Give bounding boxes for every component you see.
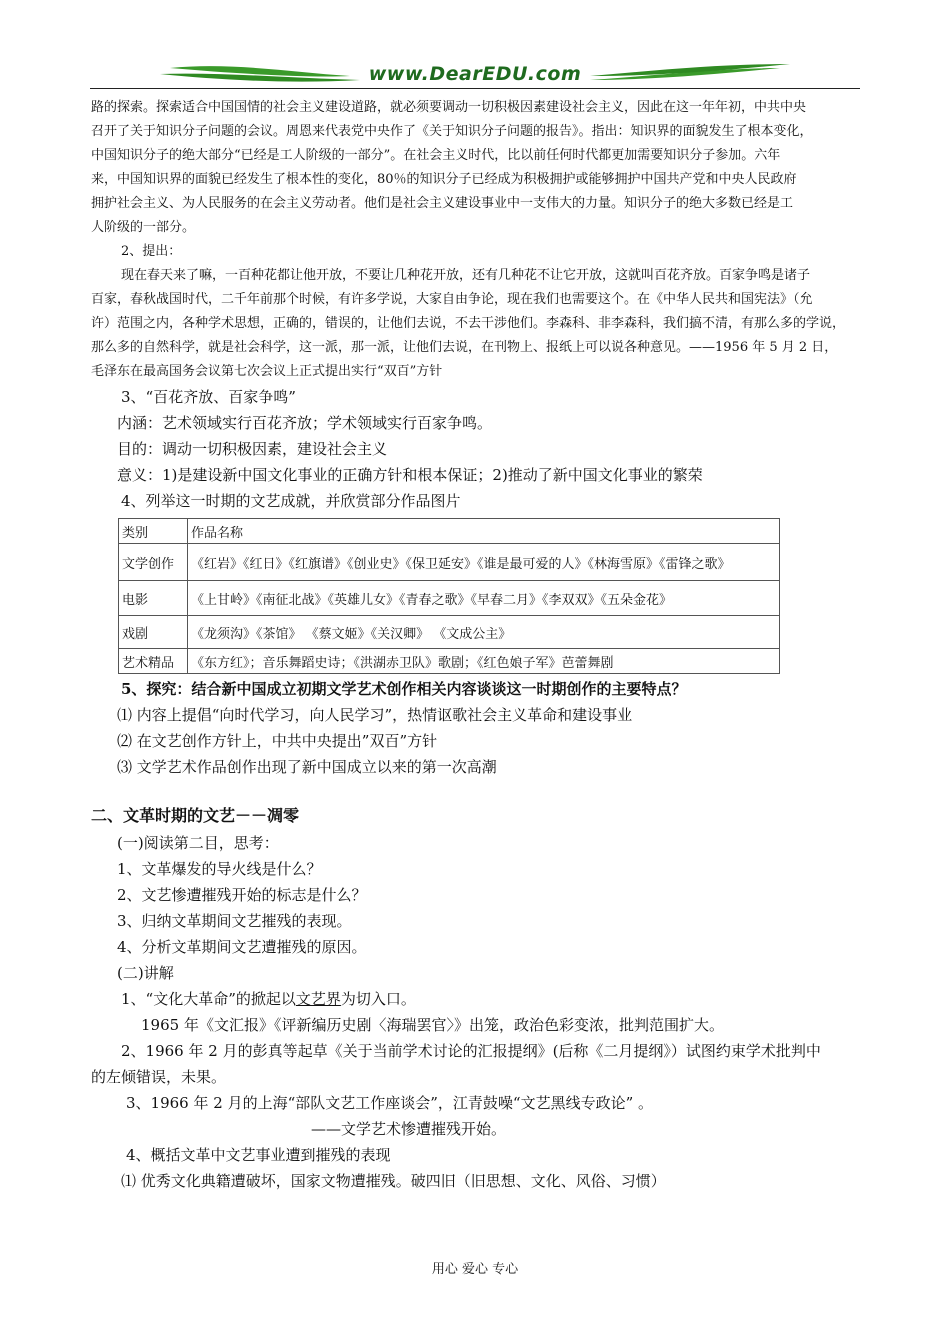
table-row [119,649,780,674]
works-table [118,518,780,674]
section-3-heading: 3、“百花齐放、百家争鸣” [121,388,296,406]
question-item: 1、文革爆发的导火线是什么？ [117,860,322,878]
site-logo[interactable]: www.DearEDU.com [368,63,582,85]
reading-heading: (一)阅读第二目，思考： [117,834,279,852]
s3-line: 意义：1)是建设新中国文化事业的正确方针和根本保证；2)推动了新中国文化事业的繁荣 [117,466,703,484]
table-row [119,581,780,616]
table-cell-category: 艺术精品 [119,649,188,674]
table-header-cell: 作品名称 [188,519,780,544]
section-5-heading: 5、探究：结合新中国成立初期文学艺术创作相关内容谈谈这一时期创作的主要特点？ [121,680,687,698]
lecture-point-1-text-end: 为切入口。 [340,990,416,1008]
table-row [119,616,780,649]
lecture-point-3: 3、1966 年 2 月的上海“部队文艺工作座谈会”，江青鼓噪“文艺黑线专政论” 。 [126,1094,654,1112]
intro-line: 来，中国知识界的面貌已经发生了根本性的变化，80％的知识分子已经成为积极拥护或能够拥护中国共产党和中央人民政府 [91,172,797,187]
quote-line: 现在春天来了嘛，一百种花都让他开放，不要让几种花开放，还有几种花不让它开放，这就叫百花齐放。百家争鸣是诸子 [121,268,811,283]
s3-line: 内涵：艺术领域实行百花齐放；学术领域实行百家争鸣。 [117,414,493,432]
table-cell-works: 《东方红》；音乐舞蹈史诗；《洪湖赤卫队》歌剧；《红色娘子军》芭蕾舞剧 [188,649,780,674]
table-header-cell: 类别 [119,519,188,544]
intro-line: 人阶级的一部分。 [91,220,196,235]
intro-line: 路的探索。探索适合中国国情的社会主义建设道路，就必须要调动一切积极因素建设社会主义，因此在这一年年初，中共中央 [91,100,807,115]
table-cell-works: 《龙须沟》《茶馆》 《蔡文姬》《关汉卿》 《文成公主》 [188,616,780,649]
table-cell-works: 《上甘岭》《南征北战》《英雄儿女》《青春之歌》《早春二月》《李双双》《五朵金花》 [188,581,780,616]
lecture-point-4: 4、概括文革中文艺事业遭到摧残的表现 [126,1146,391,1164]
header-divider [90,88,860,89]
part-2-title: 二、文革时期的文艺－－凋零 [91,806,300,825]
s5-item: ⑵ 在文艺创作方针上，中共中央提出”双百”方针 [117,732,438,750]
intro-line: 召开了关于知识分子问题的会议。周恩来代表党中央作了《关于知识分子问题的报告》。指出：知识界的面貌发生了根本变化， [91,124,813,139]
table-cell-category: 电影 [119,581,188,616]
lecture-point-1-underlined: 文艺界 [295,990,341,1008]
quote-line: 百家，春秋战国时代，二千年前那个时候，有许多学说，大家自由争论，现在我们也需要这个。在《中华人民共和国宪法》（允 [91,292,813,307]
table-cell-works: 《红岩》《红日》《红旗谱》《创业史》《保卫延安》《谁是最可爱的人》《林海雪原》《雷锋之歌》 [188,544,780,581]
quote-line: 毛泽东在最高国务会议第七次会议上正式提出实行“双百”方针 [91,364,443,379]
quote-line: 许）范围之内，各种学术思想，正确的，错误的，让他们去说，不去干涉他们。李森科、非李森科，我们搞不清，有那么多的学说， [91,316,846,331]
s3-line: 目的：调动一切积极因素，建设社会主义 [117,440,388,458]
s5-item: ⑶ 文学艺术作品创作出现了新中国成立以来的第一次高潮 [117,758,497,776]
lecture-point-4-item: ⑴ 优秀文化典籍遭破坏，国家文物遭摧残。破四旧（旧思想、文化、风俗、习惯） [121,1172,666,1190]
lecture-point-2: 2、1966 年 2 月的彭真等起草《关于当前学术讨论的汇报提纲》(后称《二月提纲》）试图约束学术批判中 [121,1042,821,1060]
section-4-heading: 4、列举这一时期的文艺成就，并欣赏部分作品图片 [121,492,461,510]
document-body [91,96,861,1194]
intro-line: 中国知识分子的绝大部分“已经是工人阶级的一部分”。在社会主义时代，比以前任何时代都更加需要知识分子参加。六年 [91,148,781,163]
s5-item: ⑴ 内容上提倡“向时代学习，向人民学习”，热情讴歌社会主义革命和建设事业 [117,706,633,724]
intro-line: 拥护社会主义、为人民服务的在会主义劳动者。他们是社会主义建设事业中一支伟大的力量。知识分子的绝大多数已经是工 [91,196,794,211]
lecture-heading: (二)讲解 [117,964,174,982]
question-item: 2、文艺惨遭摧残开始的标志是什么？ [117,886,367,904]
table-cell-category: 文学创作 [119,544,188,581]
quote-line: 那么多的自然科学，就是社会科学，这一派，那一派，让他们去说，在刊物上、报纸上可以说各种意见。——1956 年 5 月 2 日， [91,340,838,355]
lecture-point-3-note: ——文学艺术惨遭摧残开始。 [311,1120,507,1138]
lecture-point-1-text: 1、“文化大革命”的掀起以 [121,990,296,1008]
question-item: 4、分析文革期间文艺遭摧残的原因。 [117,938,367,956]
lecture-point-2-cont: 的左倾错误，未果。 [91,1068,227,1086]
table-cell-category: 戏剧 [119,616,188,649]
question-item: 3、归纳文革期间文艺摧残的表现。 [117,912,352,930]
lecture-point-1 [91,986,861,1012]
table-header-row [119,519,780,544]
site-header [90,58,860,90]
lecture-point-1-detail: 1965 年《文汇报》《评新编历史剧〈海瑞罢官〉》出笼，政治色彩变浓，批判范围扩大。 [141,1016,724,1034]
table-row [119,544,780,581]
section-2-heading: 2、提出： [121,244,182,259]
page-footer: 用心 爱心 专心 [431,1262,519,1277]
